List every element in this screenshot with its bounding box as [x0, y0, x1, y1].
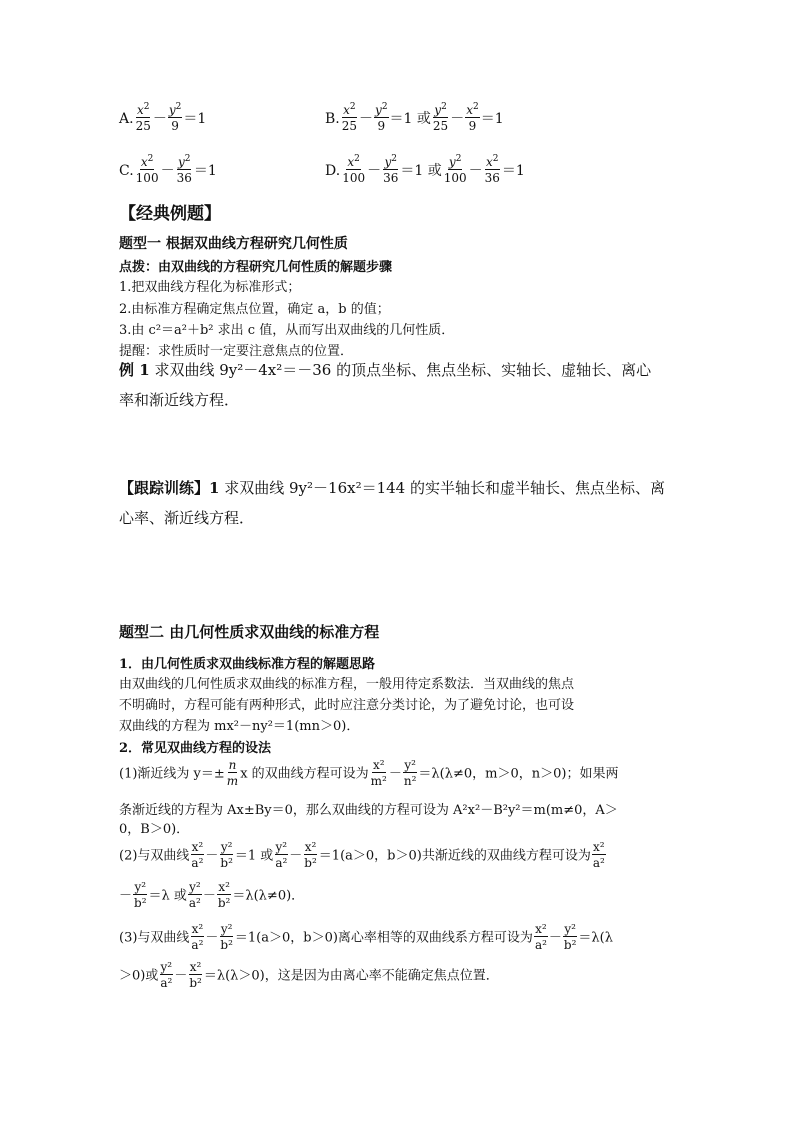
- practice-text-line1: 求双曲线 9y²－16x²＝144 的实半轴长和虚半轴长、焦点坐标、离: [224, 479, 665, 497]
- example-label: 例 1: [119, 361, 150, 379]
- type2-title: 题型二 由几何性质求双曲线的标准方程: [119, 623, 380, 641]
- section-title: 【经典例题】: [119, 204, 221, 224]
- type2-item3-line1: (3)与双曲线 $\frac{\text{x²}}{\text{a²}}$ － $\frac{\text{y²}}{\text{b²}}$ ＝1(a＞0，b＞0)离心率相等的双曲线系方程可设为 $\frac{\text{x²}}{\text{a²}}$ － $\frac{\text{y²}}{\text{b²}}$ ＝λ(λ: [119, 922, 613, 952]
- type2-item2-line2: － $\frac{\text{y²}}{\text{b²}}$ ＝λ 或 $\frac{\text{y²}}{\text{a²}}$ － $\frac{\text{x²}}{\text{b²}}$ ＝λ(λ≠0)．: [119, 880, 305, 910]
- type2-p1-line2: 不明确时，方程可能有两种形式，此时应注意分类讨论，为了避免讨论，也可设: [119, 698, 575, 713]
- type2-item1-line2: 条渐近线的方程为 Ax±By＝0，那么双曲线的方程可设为 A²x²－B²y²＝m(m≠0，A＞: [119, 803, 618, 818]
- practice-1: [119, 478, 665, 498]
- option-b: B. $\frac{x^2}{25}$ － $\frac{y^2}{9}$ ＝1 或 $\frac{y^2}{25}$ － $\frac{x^2}{9}$ ＝1: [325, 102, 504, 133]
- type2-heading1: 1．由几何性质求双曲线标准方程的解题思路: [119, 657, 376, 672]
- type1-title: 题型一 根据双曲线方程研究几何性质: [119, 236, 348, 252]
- practice-text-line2: 心率、渐近线方程．: [119, 509, 255, 527]
- type1-step1: 1.把双曲线方程化为标准形式；: [119, 280, 301, 295]
- type2-item2-line1: (2)与双曲线 $\frac{\text{x²}}{\text{a²}}$ － $\frac{\text{y²}}{\text{b²}}$ ＝1 或 $\frac{\text{y²}}{\text{a²}}$ － $\frac{\text{x²}}{\text{b²}}$ ＝1(a＞0，b＞0)共渐近线的双曲线方程可设为 $\frac{\text{x²}}{\text{a²}}$: [119, 840, 605, 870]
- example-text-line2: 率和渐近线方程．: [119, 391, 240, 409]
- type2-p1-line1: 由双曲线的几何性质求双曲线的标准方程，一般用待定系数法．当双曲线的焦点: [119, 677, 575, 692]
- type2-heading2: 2．常见双曲线方程的设法: [119, 741, 272, 756]
- type2-p1-line3: 双曲线的方程为 mx²－ny²＝1(mn＞0)．: [119, 719, 360, 734]
- option-c: C. $\frac{x^2}{100}$ － $\frac{y^2}{36}$ ＝1: [119, 154, 217, 185]
- example-text-line1: 求双曲线 9y²－4x²＝－36 的顶点坐标、焦点坐标、实轴长、虚轴长、离心: [154, 361, 652, 379]
- type1-step2: 2.由标准方程确定焦点位置，确定 a，b 的值；: [119, 302, 390, 317]
- example-1: [119, 360, 651, 380]
- type2-item3-line2: ＞0)或 $\frac{\text{y²}}{\text{a²}}$ － $\frac{\text{x²}}{\text{b²}}$ ＝λ(λ＞0)，这是因为由离心率不能确定焦点位置．: [119, 960, 499, 990]
- type1-step3: 3.由 c²＝a²＋b² 求出 c 值，从而写出双曲线的几何性质．: [119, 323, 455, 338]
- option-a: A. $\frac{x^2}{25}$ － $\frac{y^2}{9}$ ＝1: [119, 102, 207, 133]
- type1-tip-title: 点拨：由双曲线的方程研究几何性质的解题步骤: [119, 260, 393, 275]
- type1-reminder: 提醒：求性质时一定要注意焦点的位置．: [119, 344, 354, 359]
- option-d: D. $\frac{x^2}{100}$ － $\frac{y^2}{36}$ ＝1 或 $\frac{y^2}{100}$ － $\frac{x^2}{36}$ ＝1: [325, 154, 525, 185]
- type2-item1-line3: 0，B＞0)．: [119, 822, 190, 837]
- practice-label: 【跟踪训练】1: [119, 479, 220, 497]
- type2-item1-line1: (1)渐近线为 y＝± $\frac{n}{m}$ x 的双曲线方程可设为 $\frac{\text{x²}}{\text{m²}}$ － $\frac{\text{y²}}{\text{n²}}$ ＝λ(λ≠0，m＞0，n＞0)；如果两: [119, 758, 619, 788]
